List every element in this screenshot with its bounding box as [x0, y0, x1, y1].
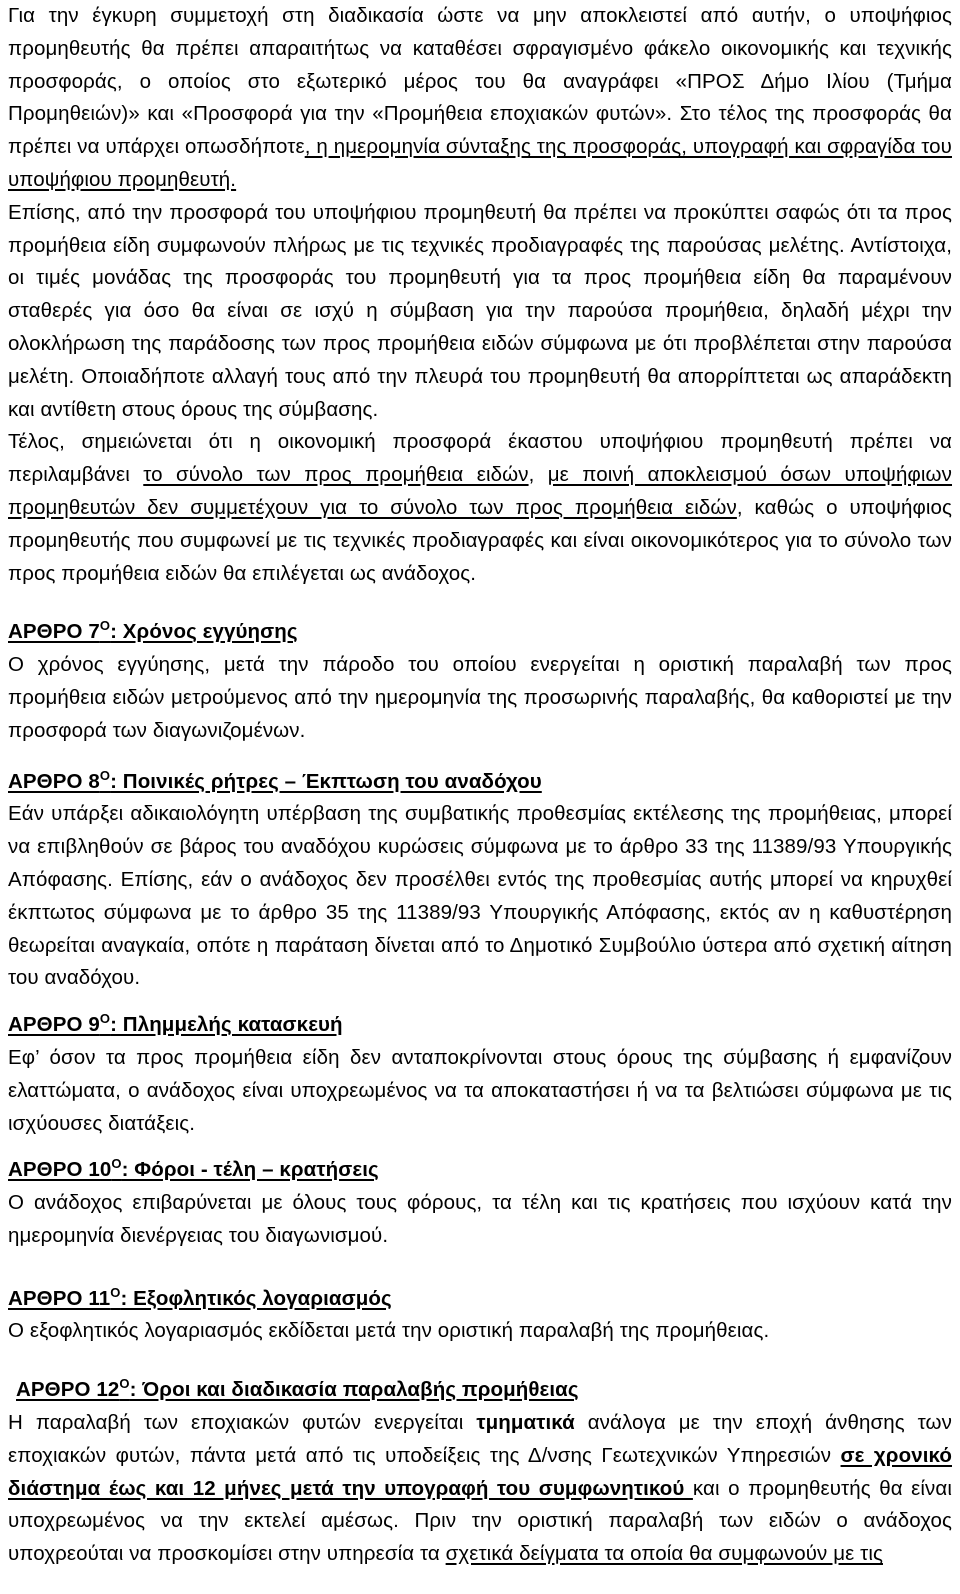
article-7-prefix: ΑΡΘΡΟ 7: [8, 620, 100, 644]
article-12-text-underlined: σχετικά δείγματα τα οποία θα συμφωνούν με τις: [445, 1542, 883, 1566]
article-10-sup: Ο: [111, 1156, 122, 1172]
intro-paragraph-2: Επίσης, από την προσφορά του υποψήφιου προμηθευτή θα πρέπει να προκύπτει σαφώς ότι τα προς προμήθεια είδη συμφωνούν πλήρως με τις τεχνικές προδιαγραφές της παρούσας μελέτης. Αντίστοιχα, οι τιμές μονάδας της προσφοράς του προμηθευτή για τα προς προμήθεια είδη θα παραμένουν σταθερές για όσο θα είναι σε ισχύ η σύμβαση για την παρούσα προμήθεια, δηλαδή μέχρι την ολοκλήρωση της παράδοσης των προς προμήθεια ειδών σύμφωνα με ότι προβλέπεται στην παρούσα μελέτη. Οποιαδήποτε αλλαγή τους από την πλευρά του προμηθευτή θα απορρίπτεται ως απαράδεκτη και αντίθετη στους όρους της σύμβασης.: [8, 200, 952, 421]
intro-p3-text-c: , καθώς ο υποψήφιος προμηθευτής που συμφωνεί με τις τεχνικές προδιαγραφές και είναι οικονομικότερος για το σύνολο των προς προμήθεια ειδών θα επιλέγεται ως ανάδοχος.: [8, 495, 952, 585]
article-7-heading: [8, 616, 952, 649]
article-10-prefix: ΑΡΘΡΟ 10: [8, 1158, 112, 1182]
article-9-prefix: ΑΡΘΡΟ 9: [8, 1013, 100, 1037]
intro-p1-underlined: , η ημερομηνία σύνταξης της προσφοράς, υπογραφή και σφραγίδα του υποψήφιου προμηθευτή.: [8, 135, 952, 191]
article-12-text-bold: τμηματικά: [476, 1411, 575, 1435]
article-10-title: : Φόροι - τέλη – κρατήσεις: [121, 1158, 379, 1182]
intro-p1-text: Για την έγκυρη συμμετοχή στη διαδικασία ώστε να μην αποκλειστεί από αυτήν, ο υποψήφιος προμηθευτής θα πρέπει απαραιτήτως να καταθέσει σφραγισμένο φάκελο οικονομικής και τεχνικής προσφοράς, ο οποίος στο εξωτερικό μέρος του θα αναγράφει «ΠΡΟΣ Δήμο Ιλίου (Τμήμα Προμηθειών)» και «Προσφορά για την «Προμήθεια εποχιακών φυτών». Στο τέλος της προσφοράς θα πρέπει να υπάρχει οπωσδήποτε: [8, 4, 952, 159]
article-12-heading: [8, 1374, 952, 1407]
article-8-heading: [8, 766, 952, 799]
article-8-prefix: ΑΡΘΡΟ 8: [8, 769, 100, 793]
article-11-sup: Ο: [110, 1284, 121, 1300]
article-7-sup: Ο: [99, 618, 111, 634]
article-11-text: Ο εξοφλητικός λογαριασμός εκδίδεται μετά την οριστική παραλαβή της προμήθειας.: [8, 1319, 770, 1343]
article-11-heading: [8, 1283, 952, 1316]
article-8-sup: Ο: [99, 767, 111, 783]
article-9-sup: Ο: [99, 1011, 111, 1027]
article-9-text: Εφ’ όσον τα προς προμήθεια είδη δεν ανταποκρίνονται στους όρους της σύμβασης ή εμφανίζουν ελαττώματα, ο ανάδοχος είναι υποχρεωμένος να τα αποκαταστήσει ή να τα βελτιώσει σύμφωνα με τις ισχύουσες διατάξεις.: [8, 1045, 952, 1135]
intro-paragraph-1: [8, 0, 952, 197]
article-9-heading: [8, 1009, 952, 1042]
intro-p3-text-a: Τέλος, σημειώνεται ότι η οικονομική προσφορά έκαστου υποψήφιου προμηθευτή πρέπει να περιλαμβάνει: [8, 430, 952, 487]
article-7-title: : Χρόνος εγγύησης: [110, 620, 298, 644]
intro-p3-underlined-2: με ποινή αποκλεισμού όσων υποψήφιων προμηθευτών δεν συμμετέχουν για το σύνολο των προς προμήθεια ειδών: [8, 463, 952, 519]
article-12-title: : Όροι και διαδικασία παραλαβής προμήθειας: [129, 1378, 579, 1402]
article-8-title: : Ποινικές ρήτρες – Έκπτωση του αναδόχου: [110, 769, 542, 793]
article-7-text: Ο χρόνος εγγύησης, μετά την πάροδο του οποίου ενεργείται η οριστική παραλαβή των προς προμήθεια ειδών μετρούμενος από την ημερομηνία της προσωρινής παραλαβής, θα καθοριστεί με την προσφορά των διαγωνιζομένων.: [8, 653, 952, 742]
article-12-text-c: και ο προμηθευτής θα είναι υποχρεωμένος να την εκτελεί αμέσως. Πριν την οριστική παραλαβή των ειδών ο ανάδοχος υποχρεούται να προσκομίσει στην υπηρεσία τα: [8, 1476, 953, 1566]
article-12-text-a: Η παραλαβή των εποχιακών φυτών ενεργείται: [8, 1411, 477, 1435]
article-8-text: Εάν υπάρξει αδικαιολόγητη υπέρβαση της συμβατικής προθεσμίας εκτέλεσης της προμήθειας, μπορεί να επιβληθούν σε βάρος του αναδόχου κυρώσεις σύμφωνα με το άρθρο 33 της 11389/93 Υπουργικής Απόφασης. Επίσης, εάν ο ανάδοχος δεν προσέλθει εντός της προθεσμίας αυτής μπορεί να κηρυχθεί έκπτωτος σύμφωνα με το άρθρο 35 της 11389/93 Υπουργικής Απόφασης, εκτός αν η καθυστέρηση θεωρείται αναγκαία, οπότε η παράταση δίνεται από το Δημοτικό Συμβούλιο ύστερα από σχετική αίτηση του αναδόχου.: [8, 802, 952, 990]
article-9-title: : Πλημμελής κατασκευή: [110, 1013, 343, 1037]
article-11-title: : Εξοφλητικός λογαριασμός: [120, 1286, 392, 1310]
article-10-text: Ο ανάδοχος επιβαρύνεται με όλους τους φόρους, τα τέλη και τις κρατήσεις που ισχύουν κατά την ημερομηνία διενέργειας του διαγωνισμού.: [8, 1191, 952, 1247]
intro-p3-text-b: ,: [528, 463, 548, 487]
article-12-text: [8, 1407, 952, 1571]
article-12-sup: Ο: [119, 1376, 130, 1392]
article-12-prefix: ΑΡΘΡΟ 12: [16, 1378, 120, 1402]
article-11-prefix: ΑΡΘΡΟ 11: [8, 1286, 111, 1310]
intro-p3-underlined-1: το σύνολο των προς προμήθεια ειδών: [143, 463, 529, 487]
article-12-text-bold-underlined: σε χρονικό διάστημα έως και 12 μήνες μετά την υπογραφή του συμφωνητικού: [8, 1443, 952, 1500]
article-12-text-b: ανάλογα με την εποχή άνθησης των εποχιακών φυτών, πάντα μετά από τις υποδείξεις της Δ/νσης Γεωτεχνικών Υπηρεσιών: [8, 1411, 952, 1467]
article-10-heading: [8, 1154, 952, 1187]
intro-paragraph-3: [8, 426, 952, 590]
